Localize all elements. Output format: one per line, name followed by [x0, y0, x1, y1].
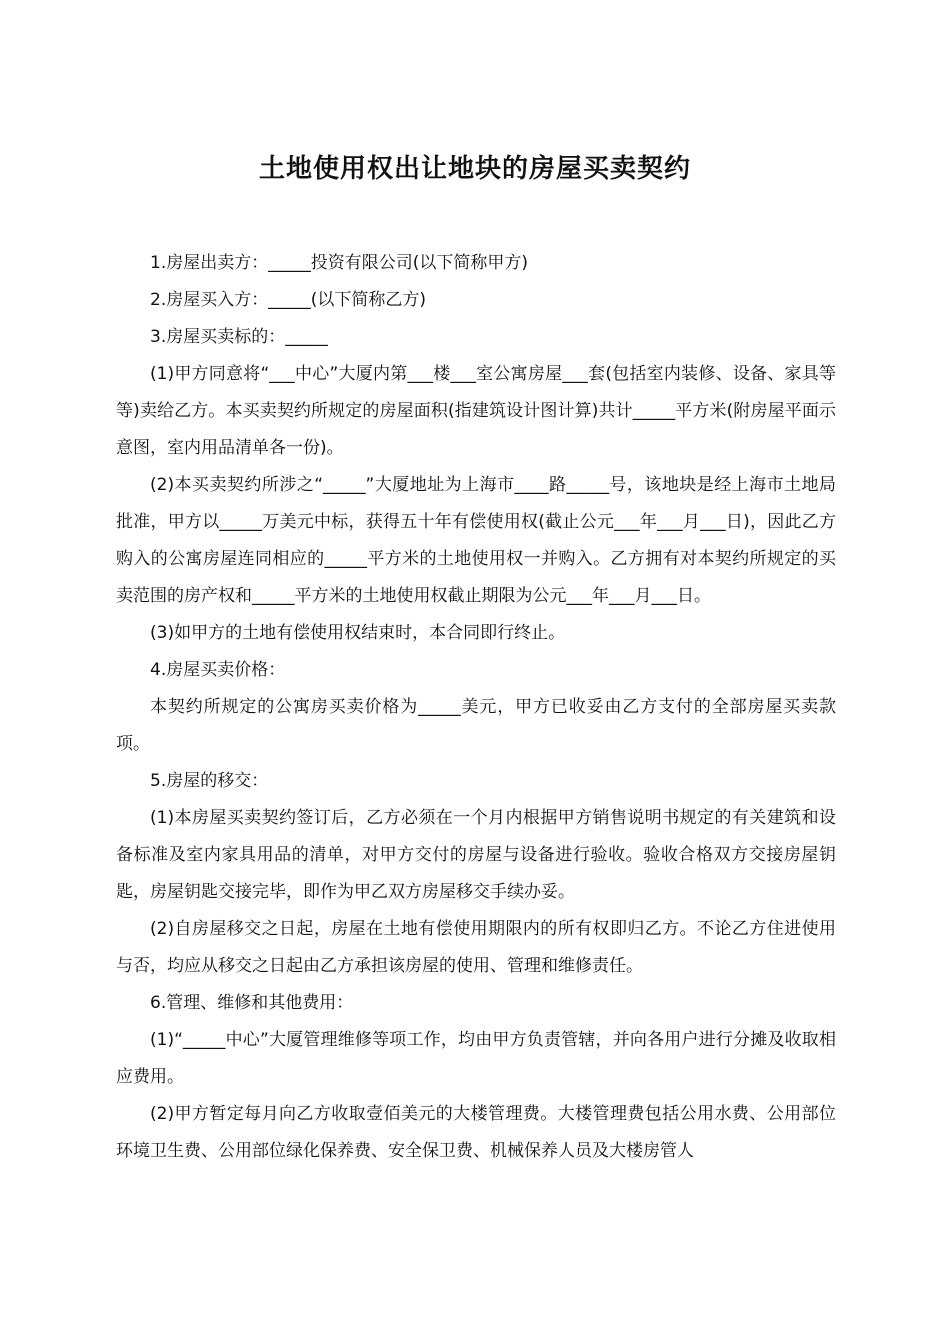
paragraph-seller: 1.房屋出卖方：_____投资有限公司(以下简称甲方)	[150, 253, 528, 273]
paragraph-price-heading: 4.房屋买卖价格：	[150, 660, 286, 680]
paragraph-management-item-2: (2)甲方暂定每月向乙方收取壹佰美元的大楼管理费。大楼管理费包括公用水费、公用部位环境卫生费、公用部位绿化保养费、安全保卫费、机械保养人员及大楼房管人	[116, 1104, 836, 1161]
paragraph-subject-heading: 3.房屋买卖标的：_____	[150, 327, 328, 347]
paragraph-management-item-1: (1)“_____中心”大厦管理维修等项工作，均由甲方负责管辖，并向各用户进行分摊及收取相应费用。	[116, 1030, 836, 1087]
document-title: 土地使用权出让地块的房屋买卖契约	[258, 154, 691, 185]
paragraph-subject-item-1: (1)甲方同意将“___中心”大厦内第___楼___室公寓房屋___套(包括室内装修、设备、家具等等)卖给乙方。本买卖契约所规定的房屋面积(指建筑设计图计算)共计_____平方米(附房屋平面示意图，室内用品清单各一份)。	[116, 364, 836, 458]
document-body	[116, 245, 836, 1170]
paragraph-handover-item-2: (2)自房屋移交之日起，房屋在土地有偿使用期限内的所有权即归乙方。不论乙方住进使用与否，均应从移交之日起由乙方承担该房屋的使用、管理和维修责任。	[116, 919, 836, 976]
paragraph-subject-item-2: (2)本买卖契约所涉之“_____”大厦地址为上海市____路_____号，该地块是经上海市土地局批准，甲方以_____万美元中标，获得五十年有偿使用权(截止公元___年___月___日)，因此乙方购入的公寓房屋连同相应的_____平方米的土地使用权一并购入。乙方拥有对本契约所规定的买卖范围的房产权和_____平方米的土地使用权截止期限为公元___年___月___日。	[116, 475, 836, 606]
paragraph-buyer: 2.房屋买入方：_____(以下简称乙方)	[150, 290, 426, 310]
paragraph-price-detail: 本契约所规定的公寓房买卖价格为_____美元，甲方已收妥由乙方支付的全部房屋买卖款项。	[116, 697, 836, 754]
paragraph-management-heading: 6.管理、维修和其他费用：	[150, 993, 354, 1013]
paragraph-handover-item-1: (1)本房屋买卖契约签订后，乙方必须在一个月内根据甲方销售说明书规定的有关建筑和设备标准及室内家具用品的清单，对甲方交付的房屋与设备进行验收。验收合格双方交接房屋钥匙，房屋钥匙交接完毕，即作为甲乙双方房屋移交手续办妥。	[116, 808, 836, 902]
paragraph-handover-heading: 5.房屋的移交：	[150, 771, 269, 791]
paragraph-subject-item-3: (3)如甲方的土地有偿使用权结束时，本合同即行终止。	[150, 623, 566, 643]
